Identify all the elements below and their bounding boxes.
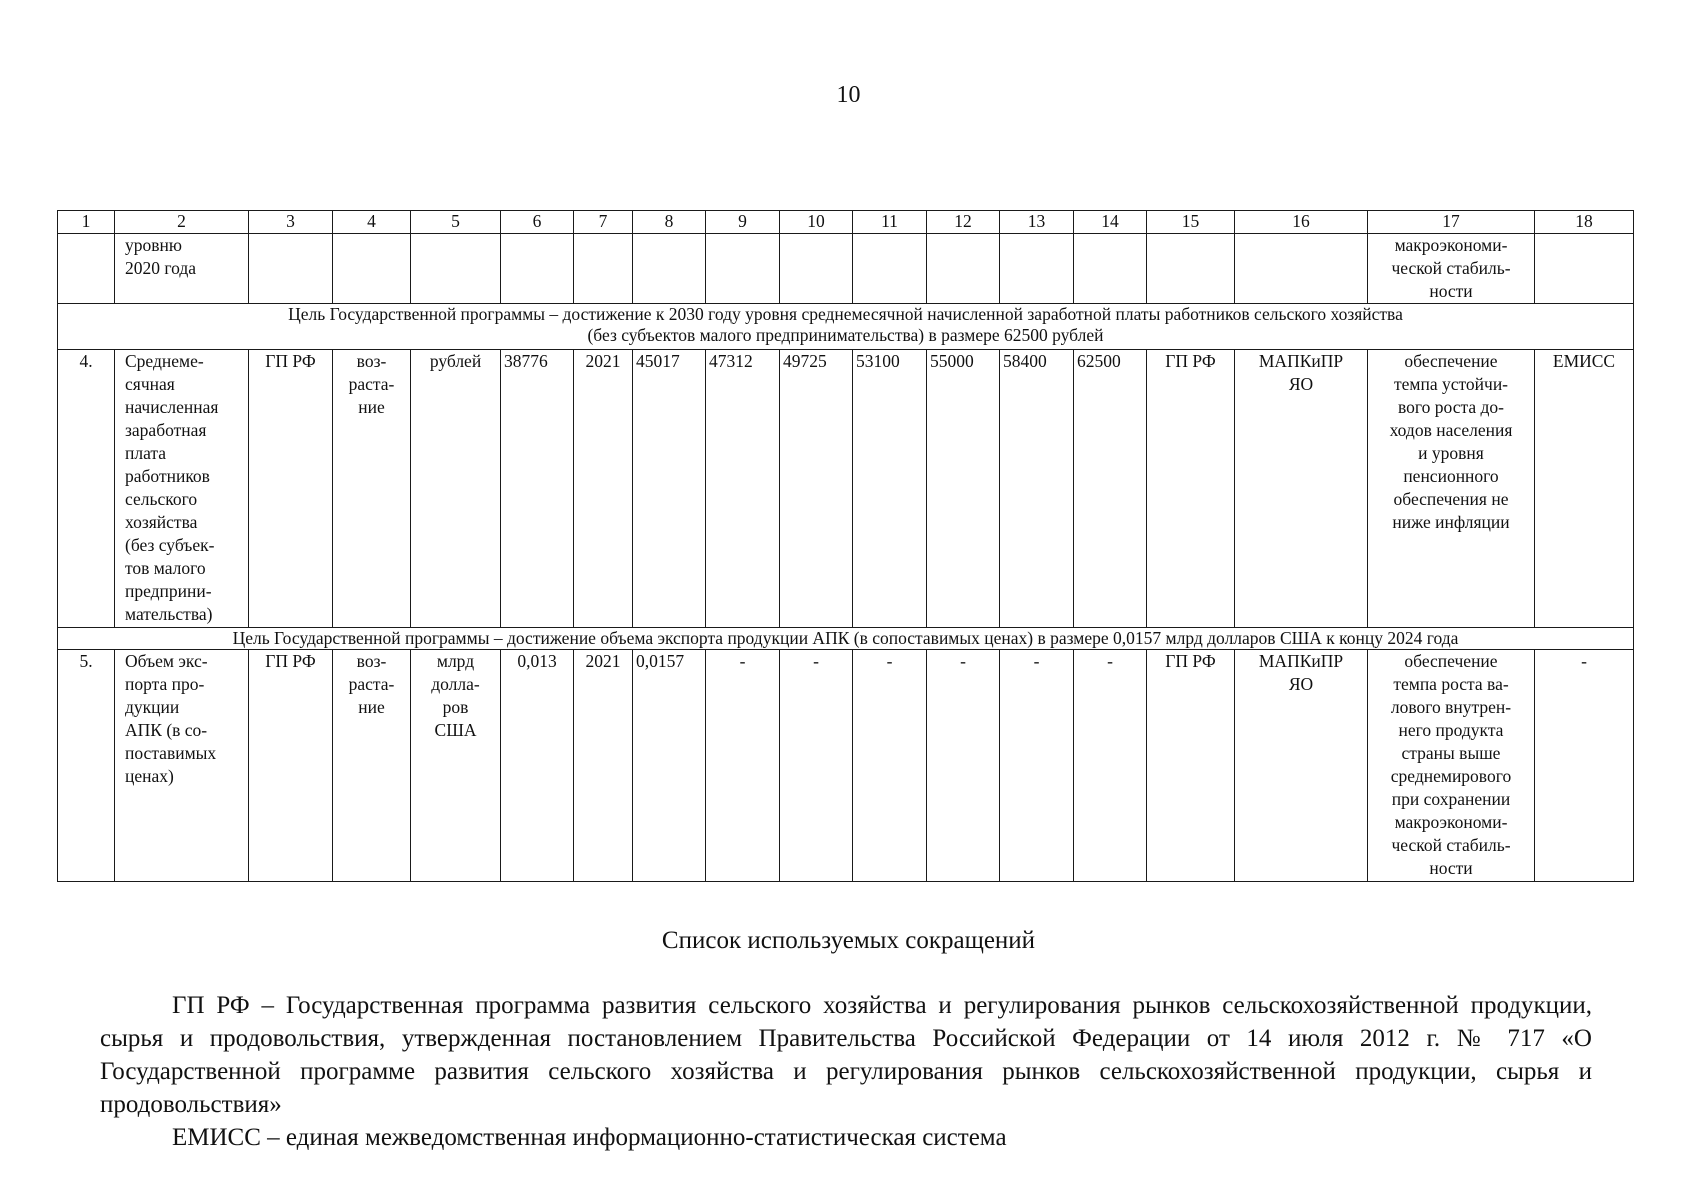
goal-text: Цель Государственной программы – достижение к 2030 году уровня среднемесячной начисленной заработной платы работников сельского хозяйства (без субъектов малого предпринимательства) в размере 62500 рублей xyxy=(58,304,1634,350)
table-cell xyxy=(333,234,411,304)
header-cell: 1 xyxy=(58,211,115,234)
table-cell: ГП РФ xyxy=(249,650,333,882)
row-number-cell: 5. xyxy=(58,650,115,882)
goal-row xyxy=(58,304,1634,350)
value-cell: - xyxy=(927,650,1000,882)
header-cell: 16 xyxy=(1235,211,1368,234)
header-cell: 15 xyxy=(1147,211,1235,234)
header-cell: 3 xyxy=(249,211,333,234)
value-cell: - xyxy=(780,650,853,882)
table-row xyxy=(58,350,1634,628)
table-row xyxy=(58,650,1634,882)
value-cell: 0,0157 xyxy=(633,650,706,882)
value-cell: 45017 xyxy=(633,350,706,628)
source-cell: - xyxy=(1535,650,1634,882)
value-cell: - xyxy=(706,650,780,882)
responsible-cell: МАПКиПР ЯО xyxy=(1235,350,1368,628)
table-cell xyxy=(1074,234,1147,304)
goal-link-cell: обеспечение темпа устойчи- вого роста до- ходов населения и уровня пенсионного обеспечения не ниже инфляции xyxy=(1368,350,1535,628)
header-cell: 18 xyxy=(1535,211,1634,234)
page-number: 10 xyxy=(836,82,861,108)
table-cell xyxy=(1235,234,1368,304)
unit-cell: млрд долла- ров США xyxy=(411,650,501,882)
table-cell xyxy=(1000,234,1074,304)
table-cell: ГП РФ xyxy=(1147,650,1235,882)
header-cell: 12 xyxy=(927,211,1000,234)
table-cell: ГП РФ xyxy=(249,350,333,628)
table-cell xyxy=(411,234,501,304)
value-cell: 53100 xyxy=(853,350,927,628)
indicators-table xyxy=(57,210,1634,882)
header-cell: 2 xyxy=(115,211,249,234)
table-header-row xyxy=(58,211,1634,234)
table-cell xyxy=(927,234,1000,304)
abbreviation-gp-rf: ГП РФ – Государственная программа развития сельского хозяйства и регулирования рынков сельскохозяйственной продукции, сырья и продовольствия, утвержденная постановлением Правительства Российской Федерации от 14 июля 2012 г. № 717 «О Государственной программе развития сельского хозяйства и регулирования рынков сельскохозяйственной продукции, сырья и продовольствия» xyxy=(100,992,1592,1118)
year-cell: 2021 xyxy=(574,650,633,882)
value-cell: 55000 xyxy=(927,350,1000,628)
header-cell: 10 xyxy=(780,211,853,234)
header-cell: 5 xyxy=(411,211,501,234)
header-cell: 7 xyxy=(574,211,633,234)
value-cell: - xyxy=(1074,650,1147,882)
table-cell xyxy=(249,234,333,304)
unit-cell: рублей xyxy=(411,350,501,628)
goal-link-cell: обеспечение темпа роста ва- лового внутрен- него продукта страны выше среднемирового при сохранении макроэкономи- ческой стабиль- ности xyxy=(1368,650,1535,882)
table-cell xyxy=(1147,234,1235,304)
indicator-name-cell: Объем экс- порта про- дукции АПК (в со- поставимых ценах) xyxy=(115,650,249,882)
indicator-name-cell: Среднеме- сячная начисленная заработная плата работников сельского хозяйства (без субъек- тов малого предприни- мательства) xyxy=(115,350,249,628)
table-cell xyxy=(780,234,853,304)
value-cell: 0,013 xyxy=(501,650,574,882)
table-cell: воз- раста- ние xyxy=(333,350,411,628)
value-cell: - xyxy=(1000,650,1074,882)
value-cell: 47312 xyxy=(706,350,780,628)
table-cell xyxy=(1535,234,1634,304)
source-cell: ЕМИСС xyxy=(1535,350,1634,628)
year-cell: 2021 xyxy=(574,350,633,628)
table-row-continued xyxy=(58,234,1634,304)
abbreviation-emiss: ЕМИСС – единая межведомственная информационно-статистическая система xyxy=(172,1124,1007,1151)
table-cell xyxy=(501,234,574,304)
indicator-name-cell: уровню 2020 года xyxy=(115,234,249,304)
responsible-cell: МАПКиПР ЯО xyxy=(1235,650,1368,882)
table-cell xyxy=(853,234,927,304)
table-cell xyxy=(574,234,633,304)
header-cell: 17 xyxy=(1368,211,1535,234)
header-cell: 14 xyxy=(1074,211,1147,234)
header-cell: 6 xyxy=(501,211,574,234)
goal-row xyxy=(58,628,1634,650)
table-cell xyxy=(58,234,115,304)
header-cell: 13 xyxy=(1000,211,1074,234)
goal-link-cell: макроэкономи- ческой стабиль- ности xyxy=(1368,234,1535,304)
abbreviations-list xyxy=(100,989,1592,1154)
value-cell: 62500 xyxy=(1074,350,1147,628)
value-cell: - xyxy=(853,650,927,882)
value-cell: 38776 xyxy=(501,350,574,628)
table-cell: воз- раста- ние xyxy=(333,650,411,882)
row-number-cell: 4. xyxy=(58,350,115,628)
goal-text: Цель Государственной программы – достижение объема экспорта продукции АПК (в сопоставимых ценах) в размере 0,0157 млрд долларов США к концу 2024 года xyxy=(58,628,1634,650)
header-cell: 4 xyxy=(333,211,411,234)
header-cell: 11 xyxy=(853,211,927,234)
table-cell: ГП РФ xyxy=(1147,350,1235,628)
table-cell xyxy=(706,234,780,304)
value-cell: 49725 xyxy=(780,350,853,628)
header-cell: 9 xyxy=(706,211,780,234)
abbreviations-title: Список используемых сокращений xyxy=(661,927,1036,954)
header-cell: 8 xyxy=(633,211,706,234)
table-cell xyxy=(633,234,706,304)
value-cell: 58400 xyxy=(1000,350,1074,628)
